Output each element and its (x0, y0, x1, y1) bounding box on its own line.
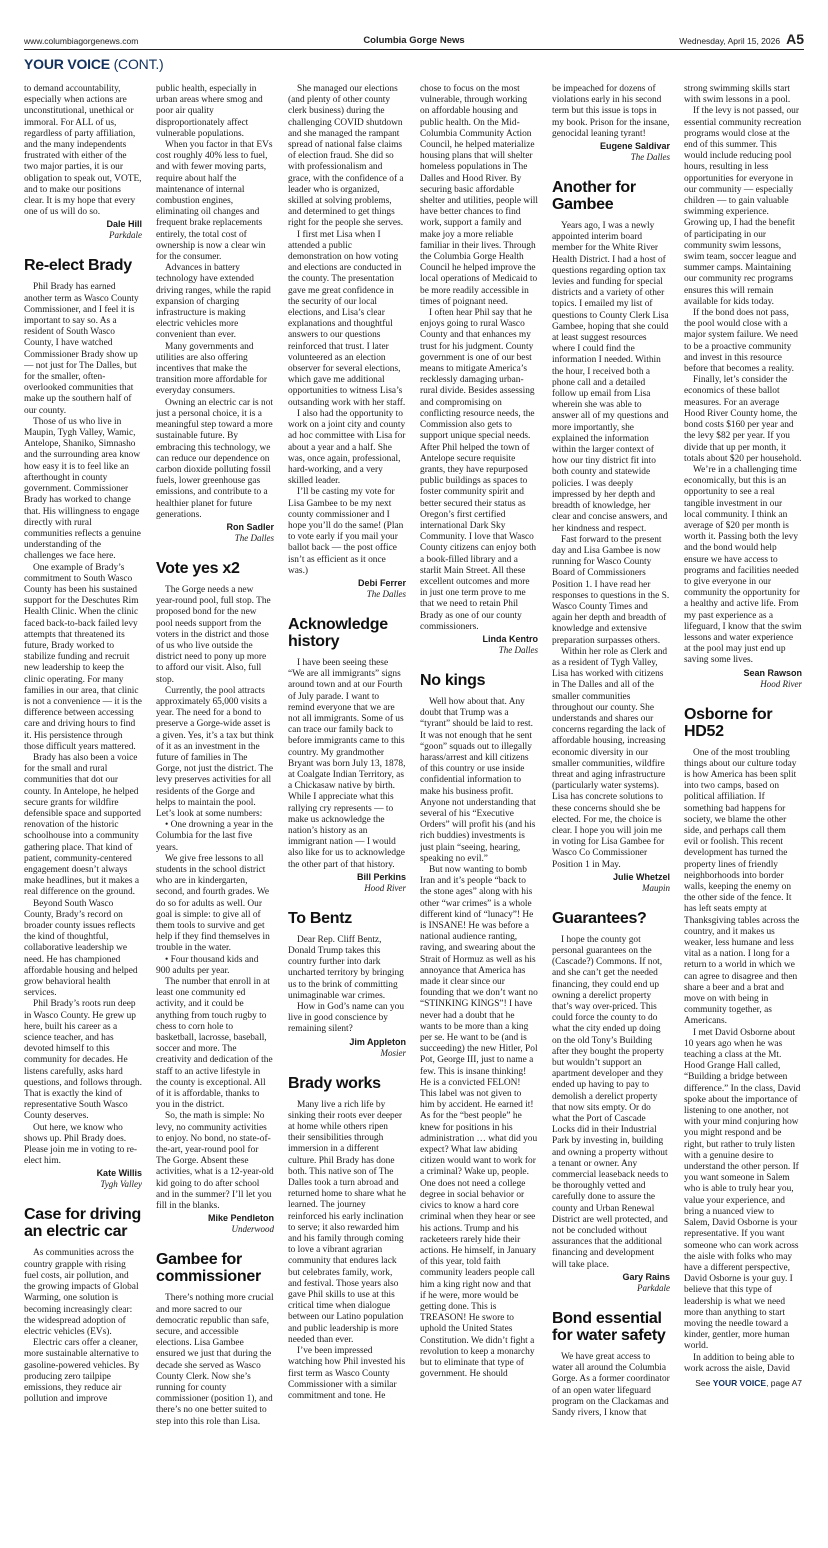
letter-headline: Guarantees? (552, 909, 647, 927)
letter-paragraph: As communities across the country grapple with rising fuel costs, air pollution, and the growing impacts of Global Warming, one solution is becoming increasingly clear: the widespread adoption of electric vehicles (EVs). (24, 1248, 139, 1337)
author-name: Jim Appleton (349, 1036, 406, 1047)
letter-paragraph: public health, especially in urban areas where smog and poor air quality disproportionately affect vulnerable populations. (156, 84, 263, 139)
letter-signature (288, 872, 406, 894)
letter-paragraph: Years ago, I was a newly appointed interim board member for the White River Health District. I had a host of questions regarding option tax levies and funding for special districts and a variety of other topics. I emailed my list of questions to County Clerk Lisa Gambee, hoping that she could at least suggest resources where I could find the information I needed. Within the hour, I received both a phone call and a detailed follow up email from Lisa wherein she was able to answer all of my questions and more importantly, she explained the information within the larger context of how our tiny district fit into both county and statewide policies. I was deeply impressed by her depth and breadth of knowledge, her clear and concise answers, and her kindness and respect. (552, 221, 669, 534)
letter-paragraph: There’s nothing more crucial and more sacred to our democratic republic than safe, secure, and accessible elections. Lisa Gambee ensured we just that during the decade she served as Wasco County Clerk. Now she’s running for county commissioner (position 1), and there’s no one better suited to step into this role than Lisa. (156, 1293, 274, 1427)
column-5 (552, 84, 670, 1534)
author-name: Eugene Saldivar (599, 141, 670, 152)
letter-signature (684, 668, 802, 690)
letter-headline: Case for driving an electric car (24, 1206, 142, 1241)
letter-headline: Another for Gambee (552, 179, 636, 214)
letter-paragraph: In addition to being able to work across the aisle, David (684, 1352, 795, 1374)
section-title (24, 56, 164, 72)
author-name: Sean Rawson (743, 667, 802, 678)
letter-signature (420, 634, 538, 656)
continued-jump-line (684, 1378, 802, 1389)
letter-signature (288, 578, 406, 600)
author-name: Linda Kentro (482, 633, 538, 644)
letter-paragraph: I have been seeing these “We are all immigrants” signs around town and at our Fourth of July parade. I want to remind everyone that we are not all immigrants. Some of us can trace our family back to before immigrants came to this country. My grandmother Bryant was born July 13, 1878, at Coalgate Indian Territory, as a Chickasaw native by birth. While I appreciate what this rallying cry represents — to make us acknowledge the nation’s history as an immigrant nation — I would also like for us to acknowledge the other part of that history. (288, 657, 406, 870)
column-6 (684, 84, 802, 1534)
letter-paragraph: Dear Rep. Cliff Bentz, Donald Trump takes this country further into dark uncharted territory by bringing us to the brink of committing unimaginable war crimes. (288, 934, 404, 1001)
letter-paragraph: I first met Lisa when I attended a public demonstration on how voting and elections are conducted in the county. The presentation gave me great confidence in the security of our local elections, and Lisa’s clear explanations and thoughtful answers to our questions reinforced that trust. I later volunteered as an election observer for several elections, which gave me additional opportunities to witness Lisa’s outsanding work with her staff. (288, 229, 406, 408)
letter-paragraph: to demand accountability, especially when actions are unconstitutional, unethical or immoral. For ALL of us, regardless of party affiliation, and the many independents frustrated with either of the two major parties, it is our obligation to speak out, VOTE, and to make our positions clear. It is my hope that every one of us will do so. (24, 84, 142, 218)
letter-paragraph: Phil Brady has earned another term as Wasco County Commissioner, and I feel it is important to say so. As a resident of South Wasco County, I have watched Commissioner Brady show up — not just for The Dalles, but for the smaller, often-overlooked communities that make up the southern half of our county. (24, 282, 139, 416)
column-3 (288, 84, 406, 1534)
letter-paragraph: The number that enroll in at least one community ed activity, and it could be anything from touch rugby to chess to corn hole to basketball, lacrosse, baseball, soccer and more. The creativity and dedication of the staff to an active lifestyle in the county is exceptional. All of it is affordable, thanks to you in the district. (156, 977, 273, 1111)
author-place: Maupin (642, 882, 670, 893)
letter-paragraph: We give free lessons to all students in the school district who are in kindergarten, second, and fourth grades. We do so for adults as well. Our goal is simple: to give all of them tools to survive and get help if they find themselves in trouble in the water. (156, 853, 270, 954)
jump-section: YOUR VOICE (712, 1377, 767, 1388)
page-number: A5 (786, 31, 804, 47)
letter-signature (24, 1168, 142, 1190)
author-place: The Dalles (630, 152, 670, 163)
letter-signature (552, 1272, 670, 1294)
letter-headline: To Bentz (288, 909, 352, 927)
author-place: The Dalles (498, 644, 538, 655)
letter-paragraph: The Gorge needs a new year-round pool, full stop. The proposed bond for the new pool needs support from the voters in the district and those of us who live outside the district need to pony up more to afford our visit. Also, full stop. (156, 584, 271, 685)
author-place: Parkdale (109, 230, 142, 241)
letter-headline: Gambee for commissioner (156, 1251, 261, 1286)
author-name: Julie Whetzel (612, 871, 670, 882)
letter-paragraph: We have great access to water all around the Columbia Gorge. As a former coordinator of an open water lifeguard program on the Clackamas and Sandy rivers, I know that (552, 1351, 670, 1418)
letter-paragraph: I hope the county got personal guarantees on the (Cascade?) Commons. If not, and she can’t get the needed financing, they could end up owning a derelict property that’s way over-priced. This could force the county to do what the city ended up doing on the old Tony’s Building after they bought the property but wouldn’t support an apartment developer and they ended up having to pay to demolish a derelict property that now sits empty. Or do what the Port of Cascade Locks did in their Industrial Park by investing in, building and owning a property without a tenant or owner. Any commercial leaseback needs to be thoroughly vetted and carefully done to assure the county and Urban Renewal District are well protected, and not be concluded without assurances that the additional financing and development will take place. (552, 934, 669, 1270)
letter-paragraph: Phil Brady’s roots run deep in Wasco County. He grew up here, built his career as a science teacher, and has devoted himself to this community for decades. He listens carefully, asks hard questions, and follows through. That is exactly the kind of representative South Wasco County deserves. (24, 999, 142, 1122)
letter-paragraph: We’re in a challenging time economically, but this is an opportunity to see a real tangible investment in our local community. I think an average of $20 per month is worth it. Passing both the levy and the bond would help ensure we have access to programs and facilities needed to give everyone in our community the opportunity for a healthy and active life. From my past experience as a lifeguard, I know that the swim lessons and water experience at the pool may just end up saving some lives. (684, 464, 802, 666)
letter-headline: Vote yes x2 (156, 559, 240, 577)
author-place: Underwood (231, 1224, 274, 1235)
column-4 (420, 84, 538, 1534)
masthead-right (679, 32, 804, 46)
issue-date: Wednesday, April 15, 2026 (679, 36, 781, 46)
letter-paragraph: Currently, the pool attracts approximately 65,000 visits a year. The need for a bond to preserve a Gorge-wide asset is a given. Yes, it’s a tax but think of it as an investment in the future of families in The Gorge, not just the district. The levy preserves activities for all residents of the Gorge and helps to maintain the pool. Let’s look at some numbers: (156, 685, 274, 819)
letter-paragraph: One of the most troubling things about our culture today is how America has been split into two camps, based on political affiliation. If something bad happens for society, we blame the other side, and perhaps call them evil or foolish. This recent development has turned the property lines of friendly neighborhoods into border walls, keeping the enemy on the other side of the fence. It has left seats empty at Thanksgiving tables across the country, and it makes us weaker, less humane and less vital as a nation. I long for a return to a world in which we can agree to disagree and then share a beer and a brat and move on with being in community together, as Americans. (684, 747, 800, 1027)
letter-signature (288, 1037, 406, 1059)
letter-paragraph: Advances in battery technology have extended driving ranges, while the rapid expansion of charging infrastructure is making electric vehicles more convenient than ever. (156, 263, 271, 341)
letter-paragraph: I’ll be casting my vote for Lisa Gambee to be my next county commissioner and I hope you’ll do the same! (Plan to vote early if you mail your ballot back — the post office isn’t as efficient as it once was.) (288, 487, 404, 576)
letter-paragraph: Those of us who live in Maupin, Tygh Valley, Wamic, Antelope, Shaniko, Simnasho and the surrounding area know how easy it is to feel like an afterthought in county government. Commissioner Brady has worked to change that. His willingness to engage directly with rural communities reflects a genuine understanding of the challenges we face here. (24, 416, 141, 562)
letter-paragraph: strong swimming skills start with swim lessons in a pool. (684, 84, 791, 106)
letter-paragraph: I also had the opportunity to work on a joint city and county ad hoc committee with Lisa for about a year and a half. She was, once again, professional, hard-working, and a very skilled leader. (288, 408, 406, 487)
letter-paragraph: If the levy is not passed, our essential community recreation programs would close at the end of this summer. This would include reducing pool hours, resulting in less opportunities for everyone in our community — especially children — to gain valuable swimming experience. Growing up, I had the benefit of participating in our community swim lessons, swim team, soccer league and summer camps. Maintaining our community rec programs ensures this will remain available for kids today. (684, 106, 802, 307)
letter-paragraph: Finally, let’s consider the economics of these ballot measures. For an average Hood River County home, the bond costs $160 per year and the levy $82 per year. If you divide that up per month, it totals about $20 per household. (684, 375, 802, 464)
letter-paragraph: I often hear Phil say that he enjoys going to rural Wasco County and that enhances my trust for his judgment. County government is one of our best means to mitigate America’s recklessly damaging urban-rural divide. Besides assessing and compromising on conflicting resource needs, the Commission also gets to support unique special needs. After Phil helped the town of Antelope secure requisite grants, they have repurposed public buildings as spaces to foster community spirit and better secured their status as Oregon’s first certified international Dark Sky Community. I love that Wasco County citizens can enjoy both a book-filled library and a starlit Main Street. All these excellent outcomes and more in just one term prove to me that we need to retain Phil Brady as one of our county commissioners. (420, 308, 537, 632)
paper-name: Columbia Gorge News (363, 35, 465, 46)
author-name: Debi Ferrer (357, 577, 406, 588)
letter-headline: Osborne for HD52 (684, 705, 773, 740)
letter-headline: Re-elect Brady (24, 257, 132, 275)
site-url[interactable]: www.columbiagorgenews.com (24, 36, 139, 46)
letter-paragraph: She managed our elections (and plenty of other county clerk business) during the challenging COVID shutdown and she managed the rampant spread of national false claims of election fraud. She did so with professionalism and grace, with the confidence of a leader who is organized, skilled at solving problems, and determined to get things right for the people she serves. (288, 84, 404, 229)
letter-paragraph: Many live a rich life by sinking their roots ever deeper at home while others ripen their sensibilities through immersion in a different culture. Phil Brady has done both. This native son of The Dalles took a turn abroad and returned home to share what he learned. The journey reinforced his early inclination to serve; it also rewarded him and his family through coming to love a vibrant agrarian community that endures lack but celebrates family, work, and festival. Those years also gave Phil skills to use at this critical time when dialogue between our Latino population and public leadership is more needed than ever. (288, 1099, 406, 1345)
letter-headline: Brady works (288, 1074, 381, 1092)
author-name: Mike Pendleton (207, 1213, 274, 1224)
letter-paragraph: Out here, we know who shows up. Phil Brady does. Please join me in voting to re-elect him. (24, 1122, 137, 1167)
jump-suffix: , page A7 (766, 1377, 802, 1388)
letter-signature (156, 1213, 274, 1235)
letter-paragraph: How in God’s name can you live in good conscience by remaining silent? (288, 1002, 405, 1035)
author-name: Kate Willis (96, 1168, 142, 1179)
masthead (24, 30, 804, 50)
letter-signature (156, 522, 274, 544)
letter-paragraph: When you factor in that EVs cost roughly 40% less to fuel, and with fewer moving parts, require about half the maintenance of internal combustion engines, eliminating oil changes and frequent brake replacements entirely, the total cost of ownership is now a clear win for the consumer. (156, 140, 273, 263)
author-place: Parkdale (637, 1282, 670, 1293)
column-1 (24, 84, 142, 1534)
letter-signature (552, 141, 670, 163)
letter-paragraph: Well how about that. Any doubt that Trump was a “tyrant” should be laid to rest. It was not enough that he sent “goon” squads out to illegally harass/arrest and kill citizens of this country or use inside confidential information to make his business profit. Anyone not understanding that several of his “Executive Orders” will profit his (and his rich buddies) investments is just plain “seeing, hearing, speaking no evil.” (420, 696, 536, 864)
author-place: The Dalles (234, 532, 274, 543)
letter-paragraph: Owning an electric car is not just a personal choice, it is a meaningful step toward a more sustainable future. By embracing this technology, we can reduce our dependence on carbon dioxide polluting fossil fuels, lower greenhouse gas emissions, and contribute to a healthier planet for future generations. (156, 397, 274, 520)
letter-paragraph: Brady has also been a voice for the small and rural communities that dot our county. In Antelope, he helped secure grants for wildfire defensible space and supported renovation of the historic schoolhouse into a community gathering place. That kind of patient, community-centered engagement doesn’t always make headlines, but it makes a real difference on the ground. (24, 752, 141, 898)
letter-paragraph: But now wanting to bomb Iran and it’s people “back to the stone ages” along with his other “war crimes” is a whole different kind of “lunacy”! He is INSANE! He was before a national audience ranting, raving, and swearing about the Strait of Hormuz as well as his annoyance that America has made it clear since our founding that we don’t want no “STINKING KINGS”! I have never had a doubt that he wants to be more than a king per se. He want to be (and is succeeding) the new Hitler, Pol Pot, George III, just to name a few. This is insane thinking! He is a convicted FELON! This label was not given to him by accident. He earned it! As for the “best people” he knew for positions in his administration … what did you expect? What law abiding citizen would want to work for a criminal? Wake up, people. One does not need a college degree in social behavior or civics to know a hard core criminal when they hear or see his actions. Trump and his racketeers rarely hide their actions. He himself, in January of this year, told faith community leaders people call him a king right now and that if he were, more would be getting done. This is TREASON! He swore to uphold the United States Constitution. We didn’t fight a revolution to keep a monarchy but to eliminate that type of government. He should (420, 865, 538, 1380)
column-2 (156, 84, 274, 1534)
letter-signature (24, 219, 142, 241)
author-place: Hood River (760, 678, 802, 689)
letter-paragraph: • One drowning a year in the Columbia for the last five years. (156, 820, 273, 853)
letter-headline: Acknowledge history (288, 615, 388, 650)
letter-paragraph: One example of Brady’s commitment to South Wasco County has been his sustained support for the Deschutes Rim Health Clinic. When the clinic faced back-to-back failed levy attempts that threatened its future, Brady worked to stabilize funding and recruit new leadership to keep the clinic operating. For many families in our area, that clinic is not a convenience — it is the difference between accessing care and driving hours to find it. His persistence through those difficult years mattered. (24, 562, 142, 752)
letter-headline: Bond essential for water safety (552, 1309, 666, 1344)
jump-prefix: See (695, 1377, 713, 1388)
author-place: Hood River (364, 882, 406, 893)
letter-paragraph: Many governments and utilities are also offering incentives that make the transition more affordable for everyday consumers. (156, 341, 267, 397)
author-name: Gary Rains (622, 1271, 670, 1282)
letter-paragraph: be impeached for dozens of violations early in his second term but this issue is tops in my book. Prison for the insane, genocidal leaning tyrant! (552, 84, 670, 139)
author-place: Tygh Valley (100, 1179, 142, 1190)
letter-paragraph: • Four thousand kids and 900 adults per year. (156, 954, 259, 976)
letter-headline: No kings (420, 671, 486, 689)
letter-signature (552, 872, 670, 894)
author-place: The Dalles (366, 588, 406, 599)
section-title-text: YOUR VOICE (24, 56, 110, 72)
author-name: Bill Perkins (356, 871, 406, 882)
letter-paragraph: I’ve been impressed watching how Phil invested his first term as Wasco County Commissioner with a similar commitment and tone. He (288, 1346, 406, 1401)
letter-paragraph: Within her role as Clerk and as a resident of Tygh Valley, Lisa has worked with citizens in The Dalles and all of the smaller communities throughout our county. She understands and shares our concerns regarding the lack of affordable housing, increasing economic diversity in our smaller communities, wildfire threat and aging infrastructure (particularly water systems). Lisa has concrete solutions to these concerns should she be elected. For me, the choice is clear. I hope you will join me in voting for Lisa Gambee for Wasco Co Commissioner Position 1 in May. (552, 646, 668, 870)
letter-paragraph: So, the math is simple: No levy, no community activities to enjoy. No bond, no state-of-the-art, year-round pool for The Gorge. Absent these activities, what is a 12-year-old kid going to do after school and in the summer? I’ll let you fill in the blanks. (156, 1111, 274, 1212)
letter-paragraph: If the bond does not pass, the pool would close with a major system failure. We need to be a proactive community and invest in this resource before that becomes a reality. (684, 308, 798, 375)
author-place: Mosier (380, 1047, 406, 1058)
letter-paragraph: I met David Osborne about 10 years ago when he was teaching a class at the Mt. Hood Grange Hall called, “Building a bridge between difference.” In the class, David spoke about the importance of listening to one another, not with your mind conjuring how you might respond and be right, but rather to truly listen with a genuine desire to understand the other person. If you want someone in Salem who is able to truly hear you, value your experience, and bring a nuanced view to Salem, David Osborne is your representative. If you want someone who can work across the aisle with folks who may have a different perspective, David Osborne is your guy. I believe that this type of leadership is what we need more than anything to start moving the needle toward a kinder, gentler, more human world. (684, 1027, 801, 1352)
section-title-cont: (CONT.) (109, 56, 164, 72)
letter-paragraph: chose to focus on the most vulnerable, through working on affordable housing and public health. On the Mid-Columbia Community Action Council, he helped materialize housing plans that will shelter homeless populations in The Dalles and Hood River. By securing basic affordable shelter and utilities, people will have better chances to find work, support a family and make joy a more reliable familiar in their lives. Through the Columbia Gorge Health Council he helped improve the local operations of Medicaid to be more readily accessible in times of poignant need. (420, 84, 538, 307)
letter-paragraph: Fast forward to the present day and Lisa Gambee is now running for Wasco County Board of Commissioners Position 1. I have read her responses to questions in the S. Wasco County Times and again her depth and breadth of knowledge and extensive preparation surpasses others. (552, 534, 670, 646)
letter-paragraph: Electric cars offer a cleaner, more sustainable alternative to gasoline-powered vehicles. By producing zero tailpipe emissions, they reduce air pollution and improve (24, 1338, 140, 1405)
author-name: Dale Hill (106, 219, 142, 230)
author-name: Ron Sadler (226, 521, 274, 532)
letter-paragraph: Beyond South Wasco County, Brady’s record on broader county issues reflects the kind of thoughtful, collaborative leadership we need. He has championed affordable housing and helped grow behavioral health services. (24, 898, 138, 999)
